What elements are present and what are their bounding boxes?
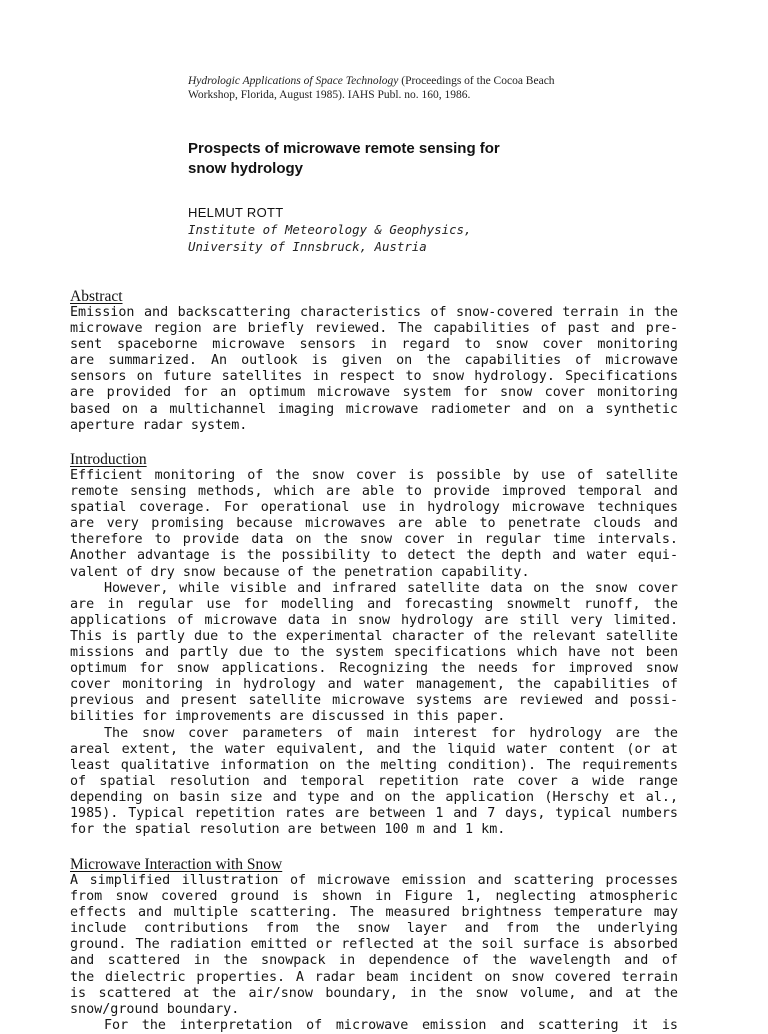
abstract-body [70,305,678,434]
text-line: effects and multiple scattering. The measured brightness temperature may [70,905,678,921]
text-line: least qualitative information on the melting condition). The requirements [70,757,678,773]
text-line: for the spatial resolution are between 100 m and 1 km. [70,822,506,838]
introduction-heading: Introduction [70,451,147,468]
text-line: A simplified illustration of microwave emission and scattering processes [70,873,678,888]
text-line: based on a multichannel imaging microwave radiometer and on a synthetic [70,401,678,417]
text-line: valent of dry snow because of the penetration capability. [70,564,530,580]
text-line: areal extent, the water equivalent, and the liquid water content (or at [70,741,678,757]
author-name: HELMUT ROTT [188,205,284,220]
text-line: Another advantage is the possibility to detect the depth and water equi- [70,548,678,564]
text-line: of spatial resolution and temporal repetition rate cover a wide range [70,773,678,789]
microwave-interaction-body [70,873,678,1034]
text-line: sensors on future satellites in respect to snow hydrology. Specifications [70,369,678,385]
source-citation [188,74,708,102]
source-line-2: Workshop, Florida, August 1985). IAHS Publ. no. 160, 1986. [188,89,471,101]
source-line-1 [188,74,708,88]
text-line: 1985). Typical repetition rates are between 1 and 7 days, typical numbers [70,805,678,821]
text-line: from snow covered ground is shown in Figure 1, neglecting atmospheric [70,889,678,905]
text-line: cover monitoring in hydrology and water management, the capabilities of [70,677,678,693]
proceedings-text: (Proceedings of the Cocoa Beach [401,75,555,87]
paper-title [188,139,608,179]
introduction-body [70,468,678,838]
text-line: are provided for an optimum microwave system for snow cover monitoring [70,385,678,401]
text-line: aperture radar system. [70,417,248,433]
text-line: include contributions from the snow layer and from the underlying [70,921,678,937]
text-line: the dielectric properties. A radar beam incident on snow covered terrain [70,969,678,985]
title-line-2: snow hydrology [188,160,304,177]
text-line: are summarized. An outlook is given on the capabilities of microwave [70,353,678,369]
text-line: Efficient monitoring of the snow cover is possible by use of satellite [70,468,678,483]
text-line: This is partly due to the experimental character of the relevant satellite [70,628,678,644]
text-line: optimum for snow applications. Recognizing the needs for improved snow [70,661,678,677]
journal-title: Hydrologic Applications of Space Technology [188,75,399,87]
text-line: and scattered in the snowpack in dependence of the wavelength and of [70,953,678,969]
text-line: snow/ground boundary. [70,1001,240,1017]
text-line: spatial coverage. For operational use in hydrology microwave techniques [70,500,678,516]
text-line: are in regular use for modelling and forecasting snowmelt runoff, the [70,596,678,612]
text-line: depending on basin size and type and on the application (Herschy et al., [70,789,678,805]
microwave-interaction-heading: Microwave Interaction with Snow [70,856,283,873]
text-line: remote sensing methods, which are able to provide improved temporal and [70,484,678,500]
text-line: missions and partly due to the system specifications which have not been [70,645,678,661]
text-line: For the interpretation of microwave emission and scattering it is [104,1017,678,1033]
text-line: The snow cover parameters of main interest for hydrology are the [104,725,678,741]
text-line: previous and present satellite microwave systems are reviewed and possi- [70,693,678,709]
affiliation-line-2: University of Innsbruck, Austria [188,239,427,254]
text-line: microwave region are briefly reviewed. The capabilities of past and pre- [70,321,678,337]
text-line: therefore to provide data on the snow cover in regular time intervals. [70,532,678,548]
text-line: However, while visible and infrared satellite data on the snow cover [104,580,678,596]
text-line: Emission and backscattering characteristics of snow-covered terrain in the [70,305,678,320]
text-line: sent spaceborne microwave sensors in regard to snow cover monitoring [70,337,678,353]
text-line: is scattered at the air/snow boundary, in the snow volume, and at the [70,985,678,1001]
text-line: ground. The radiation emitted or reflected at the soil surface is absorbed [70,937,678,953]
text-line: are very promising because microwaves are able to penetrate clouds and [70,516,678,532]
author-affiliation [188,221,471,255]
title-line-1: Prospects of microwave remote sensing for [188,140,500,157]
affiliation-line-1: Institute of Meteorology & Geophysics, [188,222,472,237]
text-line: applications of microwave data in snow hydrology are still very limited. [70,612,678,628]
text-line: bilities for improvements are discussed in this paper. [70,709,506,725]
abstract-heading: Abstract [70,288,123,305]
